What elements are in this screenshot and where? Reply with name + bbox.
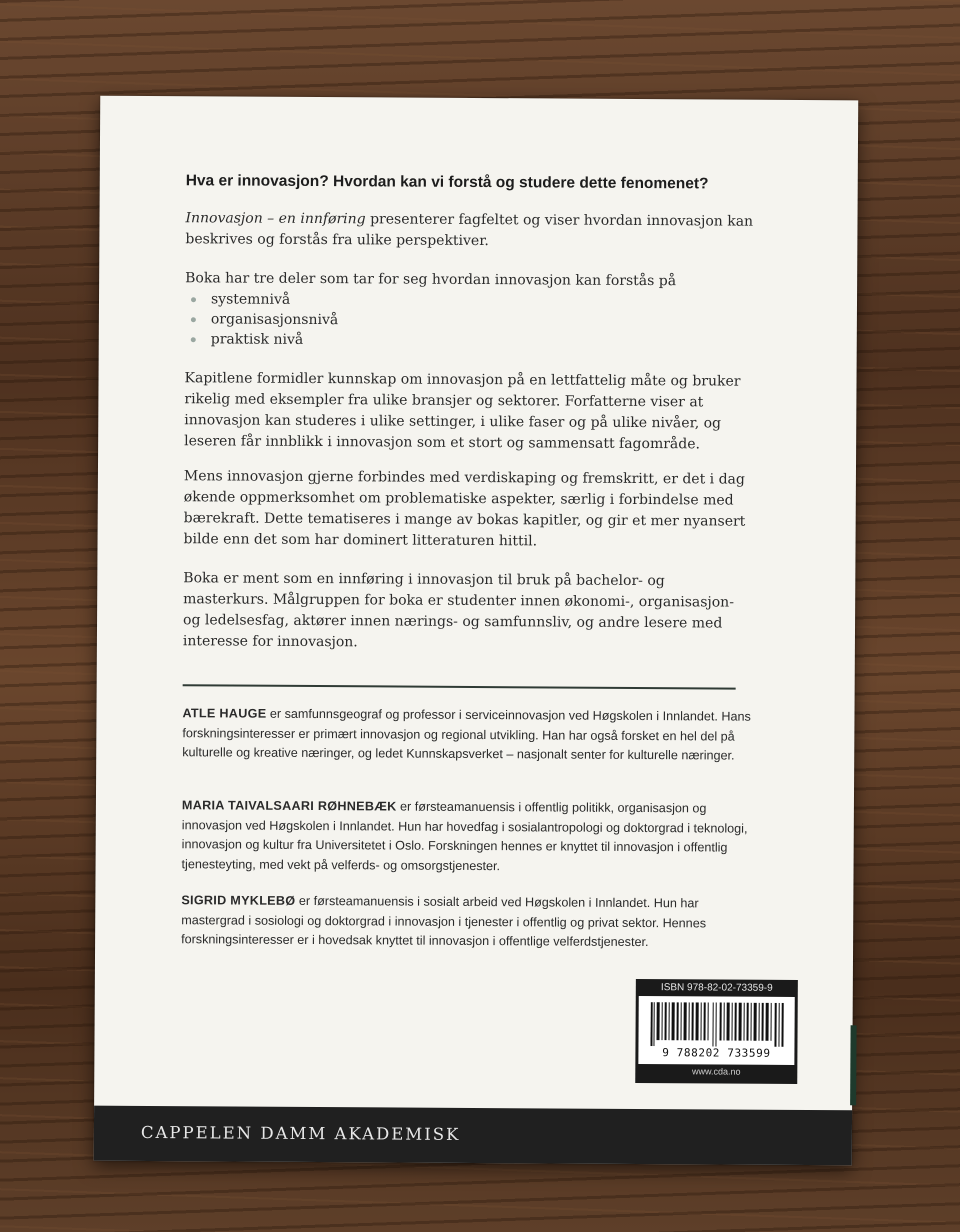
headline-question: Hva er innovasjon? Hvordan kan vi forstå og studere dette fenomenet?	[185, 172, 709, 193]
author-bio	[182, 796, 752, 877]
author-name: SIGRID MYKLEBØ	[181, 893, 296, 908]
barcode-icon	[650, 1002, 784, 1047]
list-item: systemnivå	[185, 289, 755, 312]
book-back-cover	[94, 96, 858, 1166]
isbn-text: ISBN 978-82-02-73359-9	[660, 982, 773, 994]
audience-paragraph: Boka er ment som en innføring i innovasjon til bruk på bachelor- og masterkurs. Målgruppen for boka er studenter innen økonomi-, organisasjon- og ledelsesfag, aktører innen nærings- og samfunnsliv, og andre lesere med interesse for innovasjon.	[182, 570, 735, 651]
parts-block	[185, 268, 755, 352]
publisher-band	[94, 1106, 852, 1166]
spine-edge	[850, 1025, 856, 1105]
parts-lead: Boka har tre deler som tar for seg hvordan innovasjon kan forstås på	[185, 270, 677, 290]
intro-paragraph	[185, 208, 755, 253]
author-name: ATLE HAUGE	[182, 706, 267, 721]
list-item: organisasjonsnivå	[185, 309, 755, 332]
parts-list	[185, 289, 755, 352]
cover-text-block	[181, 96, 754, 950]
author-bio	[182, 704, 752, 766]
chapters-paragraph: Kapitlene formidler kunnskap om innovasjon på en lettfattelig måte og bruker rikelig med eksempler fra ulike bransjer og sektorer. Forfatterne viser at innovasjon kan studeres i ulike settinger, i ulike faser og på ulike nivåer, og leseren får innblikk i innovasjon som et stort og sammensatt fagområde.	[184, 370, 741, 453]
sustainability-paragraph: Mens innovasjon gjerne forbindes med verdiskaping og fremskritt, er det i dag økende oppmerksomhet om problematiske aspekter, særlig i forbindelse med bærekraft. Dette tematiseres i mange av bokas kapitler, og gir et mer nyansert bilde enn det som har dominert litteraturen hittil.	[183, 468, 746, 550]
author-description: er førsteamanuensis i offentlig politikk, organisasjon og innovasjon ved Høgskolen i Innlandet. Hun har hovedfag i sosialantropologi og doktorgrad i teknologi, innovasjon og kultur fra Universitetet i Oslo. Forskningen hennes er knyttet til innovasjon i offentlig tjenesteyting, med vekt på velferds- og omsorgstjenester.	[181, 799, 748, 873]
book-title: Innovasjon – en innføring	[185, 210, 366, 228]
publisher-name: CAPPELEN DAMM AKADEMISK	[140, 1122, 461, 1144]
author-description: er samfunnsgeograf og professor i serviceinnovasjon ved Høgskolen i Innlandet. Hans forskningsinteresser er primært innovasjon og regional utvikling. Han har også forsket en hel del på kulturelle og kreative næringer, og ledet Kunnskapsverket – nasjonalt senter for kulturelle næringer.	[182, 706, 751, 763]
list-item: praktisk nivå	[185, 329, 755, 352]
isbn-barcode-label	[635, 979, 798, 1084]
author-name: MARIA TAIVALSAARI RØHNEBÆK	[181, 798, 397, 814]
publisher-website: www.cda.no	[692, 1066, 741, 1077]
divider-line	[183, 684, 736, 689]
barcode	[638, 996, 794, 1065]
author-description: er førsteamanuensis i sosialt arbeid ved Høgskolen i Innlandet. Hun har mastergrad i sosiologi og doktorgrad i innovasjon i tjenester i offentlig og privat sektor. Hennes forskningsinteresser er i hovedsak knyttet til innovasjon i offentlige velferdstjenester.	[181, 893, 707, 950]
author-bio	[181, 891, 751, 953]
isbn-digits: 9 788202 733599	[662, 1046, 771, 1060]
intro-text: presenterer fagfeltet og viser hvordan innovasjon kan beskrives og forstås fra ulike perspektiver.	[185, 211, 754, 250]
